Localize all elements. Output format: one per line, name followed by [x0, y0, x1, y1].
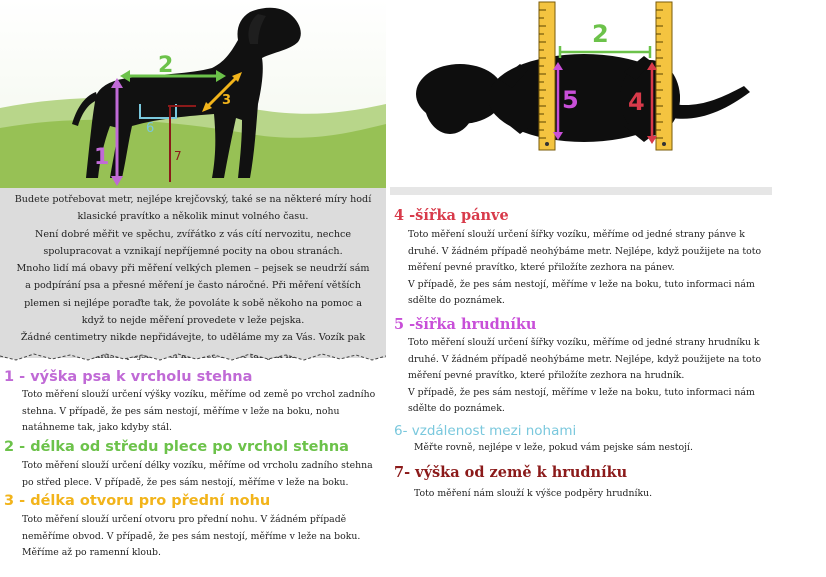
ruler-right: [656, 2, 672, 150]
body-line: Toto měření nám slouží k výšce podpěry hrudníku.: [414, 488, 653, 499]
section-6-title: 6- vzdálenost mezi nohami: [394, 423, 577, 439]
intro-line: a podpírání psa a přesné měření je často náročné. Při měření větších: [25, 280, 361, 292]
section-5-title: 5 -šířka hrudníku: [394, 316, 537, 333]
body-line: Toto měření slouží určení šířky vozíku, měříme od jedné strany hrudníku k: [408, 337, 760, 348]
section-3-title: 3 - délka otvoru pro přední nohu: [4, 493, 271, 509]
body-line: druhé. V žádném případě neohýbáme metr. Nejlépe, když použijete na toto: [408, 245, 762, 257]
body-line: stehna. V případě, že pes sám nestojí, měříme v leže na boku, nohu: [22, 405, 340, 417]
section-1-title: 1 - výška psa k vrcholu stehna: [4, 369, 253, 385]
intro-line: Mnoho lidí má obavy při měření velkých plemen – pejsek se neudrží sám: [16, 263, 370, 275]
body-line: Měřte rovně, nejlépe v leže, pokud vám pejske sám nestojí.: [414, 442, 693, 453]
measurement-3-label: 3: [222, 93, 232, 108]
section-4-title: 4 -šířka pánve: [394, 207, 509, 224]
intro-line: plemen si nejlépe poraďte tak, že povoláte k sobě někoho na pomoc a: [24, 297, 362, 309]
body-line: měření pevné pravítko, které přiložíte zezhora na hrudník.: [408, 370, 685, 382]
body-line: Měříme až po ramenní kloub.: [22, 547, 161, 559]
body-line: neměříme obvod. V případě, že pes sám nestojí, měříme v leže na boku.: [22, 530, 361, 542]
body-line: sdělte do poznámek.: [408, 403, 505, 415]
measurement-2-top-label: 2: [592, 20, 609, 48]
section-2-title: 2 - délka od středu plece po vrchol stehna: [4, 439, 349, 455]
intro-line: spolupracovat a vznikají nepříjemné pocity na obou stranách.: [43, 245, 343, 257]
section-3-body: [22, 512, 386, 562]
section-4-body: [408, 227, 824, 310]
measurement-5-label: 5: [562, 86, 579, 114]
measurement-6-label: 6: [146, 121, 155, 136]
body-line: měření pevné pravítko, které přiložíte zezhora na pánev.: [408, 262, 675, 274]
intro-text-box: [0, 188, 386, 358]
body-line: natáhneme tak, jako kdyby stál.: [22, 422, 172, 434]
ruler-left: [539, 2, 555, 150]
measurement-1-label: 1: [94, 145, 110, 170]
body-line: V případě, že pes sám nestojí, měříme v leže na boku, tuto informaci nám: [408, 386, 755, 398]
intro-line: Žádné centimetry nikde nepřidávejte, to uděláme my za Vás. Vozík pak: [20, 332, 366, 344]
section-2-body: [22, 458, 386, 491]
body-line: druhé. V žádném případě neohýbáme metr. Nejlépe, když použijete na toto: [408, 353, 762, 365]
section-1-body: [22, 387, 386, 437]
intro-line: Není dobré měřit ve spěchu, zvířátko z vás cítí nervozitu, nechce: [34, 228, 352, 240]
measurement-4-label: 4: [628, 88, 645, 116]
section-7-body: [414, 486, 824, 503]
body-line: po střed plece. V případě, že pes sám nestojí, měříme v leže na boku.: [22, 476, 349, 488]
body-line: Toto měření slouží určení délky vozíku, měříme od vrcholu zadního stehna: [22, 460, 373, 471]
intro-line: když to nejde měření provedete v leže pejska.: [81, 315, 305, 327]
body-line: sdělte do poznámek.: [408, 295, 505, 307]
body-line: Toto měření slouží určení otvoru pro přední nohu. V žádném případě: [22, 514, 347, 525]
section-5-body: [408, 335, 824, 418]
intro-line: klasické pravítko a několik minut volného času.: [77, 211, 309, 223]
section-6-body: [414, 440, 824, 457]
lying-dog-measurement-illustration: [388, 0, 826, 185]
intro-line: Budete potřebovat metr, nejlépe krejčovský, také se na některé míry hodí: [14, 194, 372, 205]
body-line: Toto měření slouží určení šířky vozíku, měříme od jedné strany pánve k: [408, 229, 745, 240]
standing-dog-measurement-illustration: [0, 0, 386, 192]
measurement-2-label: 2: [158, 53, 174, 78]
body-line: V případě, že pes sám nestojí, měříme v leže na boku, tuto informaci nám: [408, 278, 755, 290]
section-7-title: 7- výška od země k hrudníku: [394, 464, 628, 481]
measurement-7-label: 7: [174, 149, 182, 163]
torn-edge-divider: [0, 348, 386, 362]
body-line: Toto měření slouží určení výšky vozíku, měříme od země po vrchol zadního: [22, 389, 376, 400]
divider-bar: [390, 187, 772, 195]
